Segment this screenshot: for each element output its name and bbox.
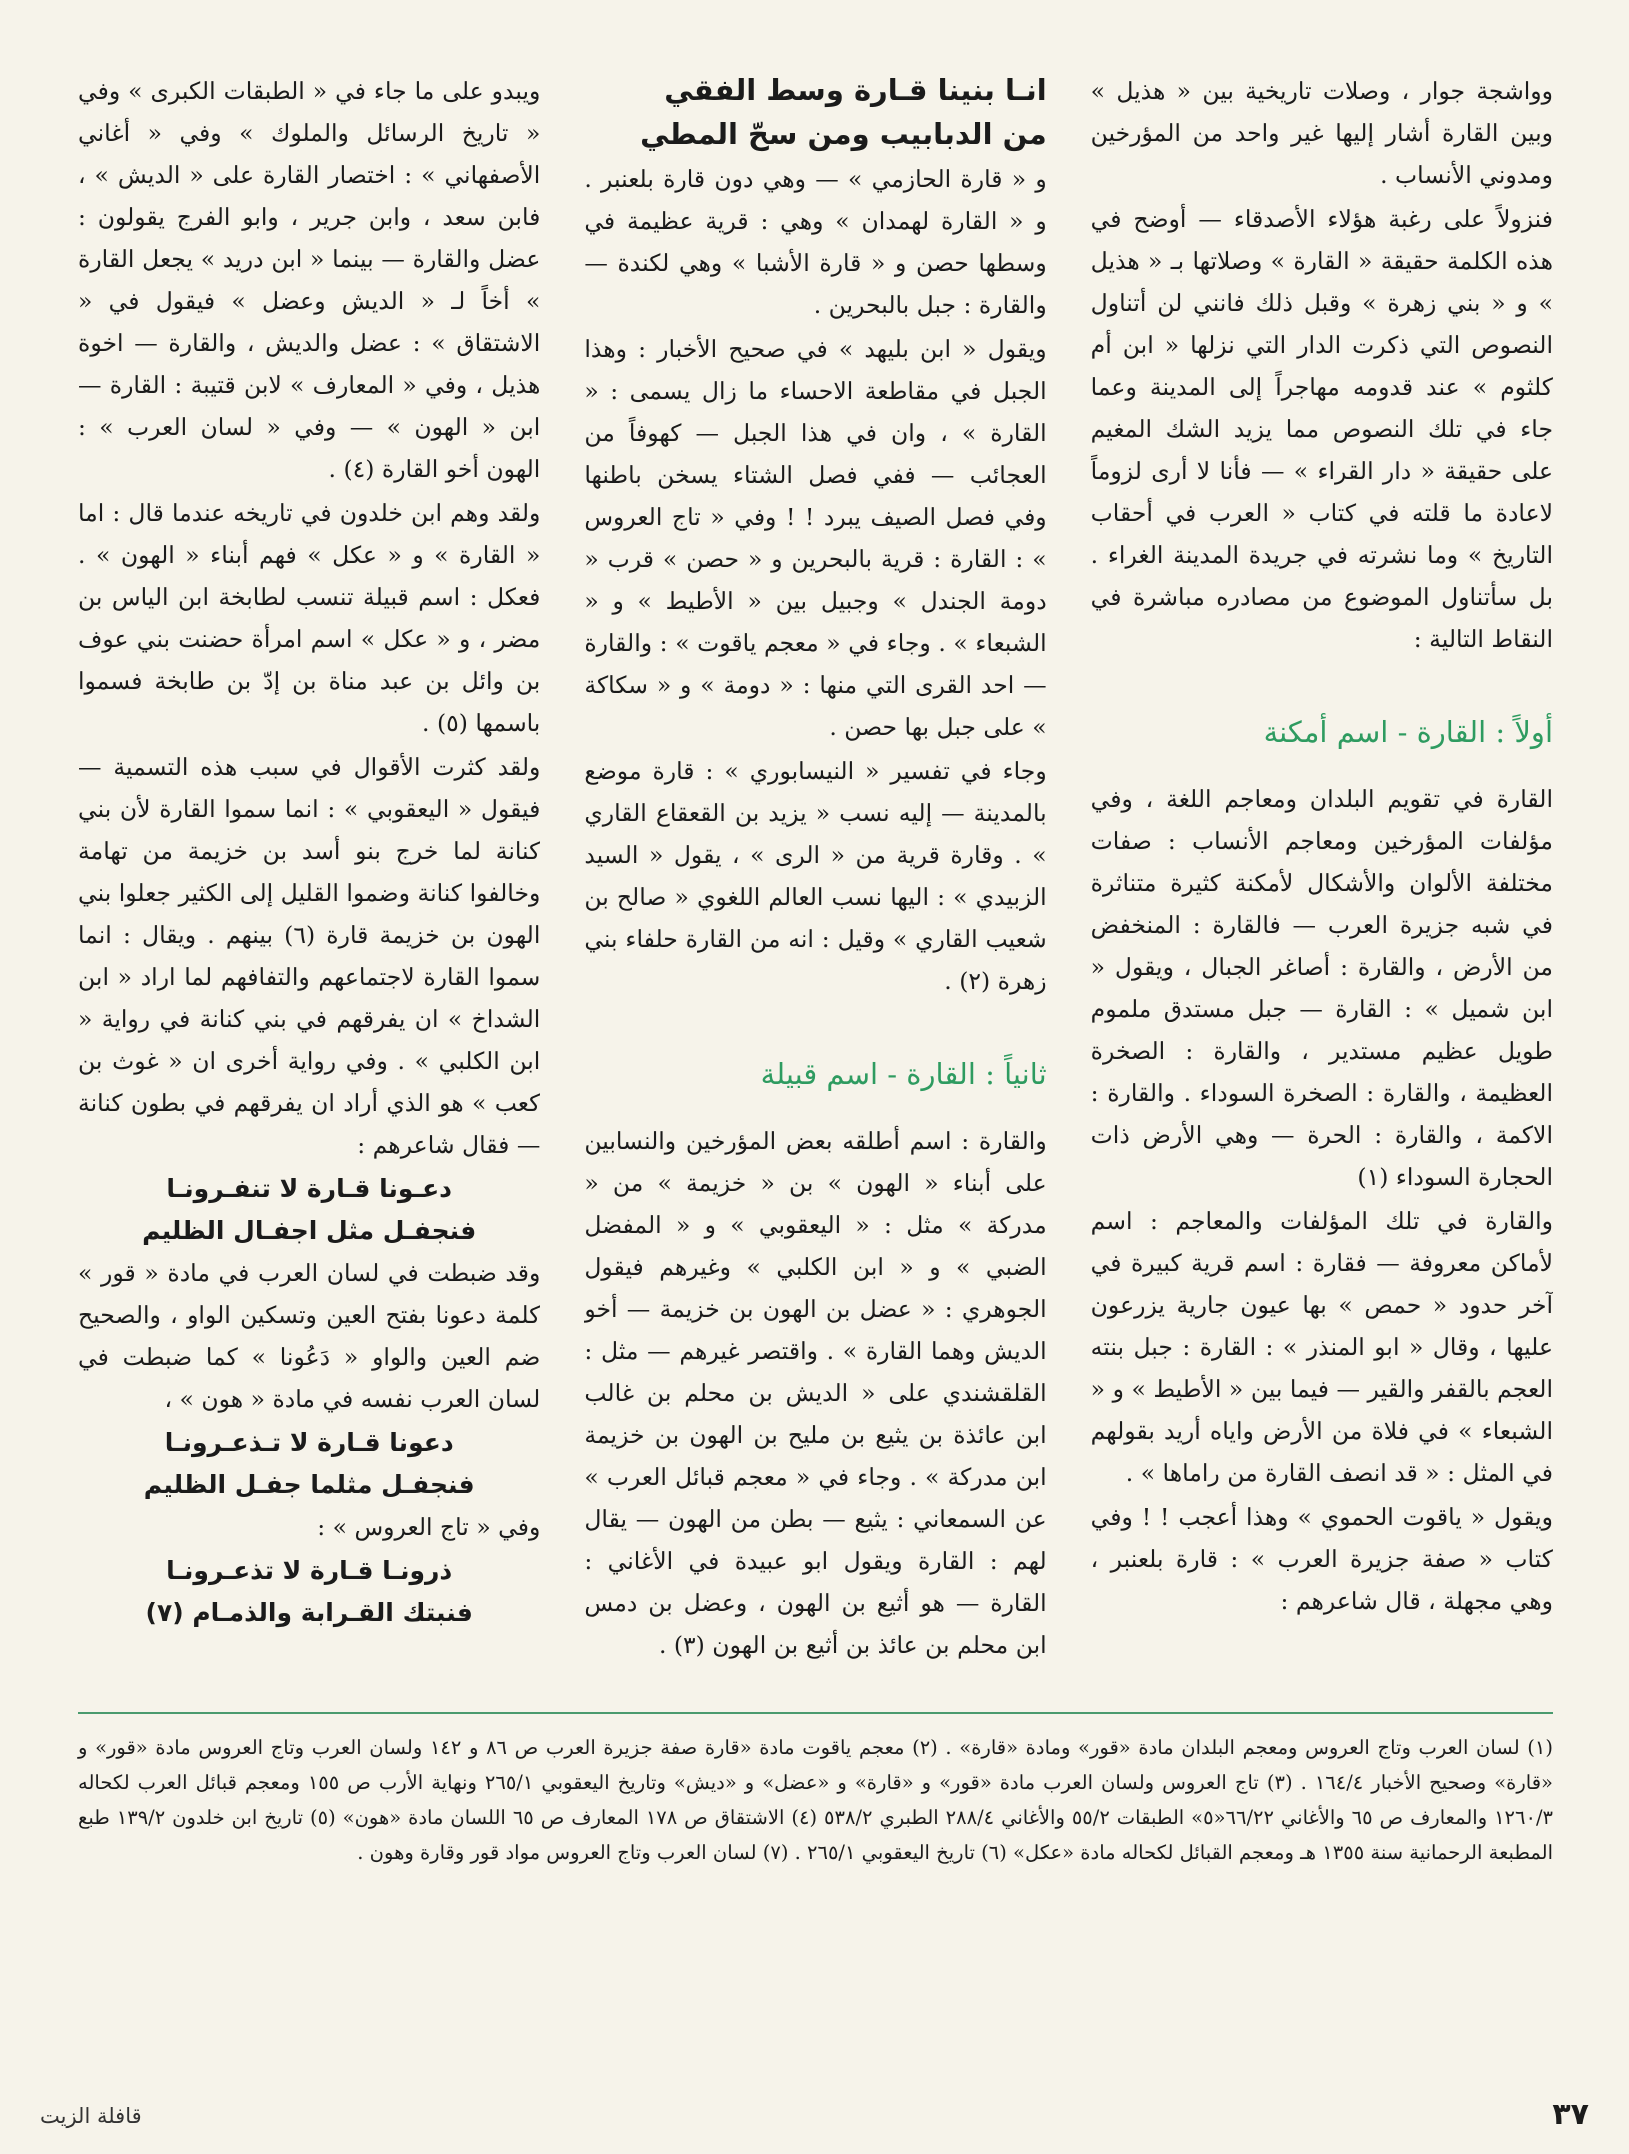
paragraph: وفي « تاج العروس » : [317, 1513, 541, 1541]
verse-line: دعونا قـارة لا تـذعـرونـا [164, 1428, 454, 1457]
paragraph: ويبدو على ما جاء في « الطبقات الكبرى » وفي « تاريخ الرسائل والملوك » وفي « أغاني الأصفهاني » : اختصار القارة على « الديش » ، فابن سعد ، وابن جرير ، وابو الفرج يقولون : عضل والقارة — بينما « ابن دريد » يجعل القارة » أخاً لـ « الديش وعضل » فيقول في « الاشتقاق » : عضل والديش ، والقارة — اخوة هذيل ، وفي « المعارف » لابن قتيبة : القارة — ابن « الهون » — وفي « لسان العرب » : الهون أخو القارة (٤) . [78, 77, 541, 483]
paragraph: وقد ضبطت في لسان العرب في مادة « قور » كلمة دعونا بفتح العين وتسكين الواو ، والصحيح ضم العين والواو « دَعُونا » كما ضبطت في لسان العرب نفسه في مادة « هون » ، [78, 1259, 541, 1413]
verse-line: فنجفـل مثلما جفـل الظليم [143, 1470, 475, 1499]
paragraph: القارة في تقويم البلدان ومعاجم اللغة ، وفي مؤلفات المؤرخين ومعاجم الأنساب : صفات مختلفة الألوان والأشكال لأمكنة كثيرة متناثرة في شبه جزيرة العرب — فالقارة : المنخفض من الأرض ، والقارة : أصاغر الجبال ، ويقول « ابن شميل » : القارة — جبل مستدق ملموم طويل عظيم مستدير ، والقارة : الصخرة العظيمة ، والقارة : الصخرة السوداء . والقارة : الاكمة ، والقارة : الحرة — وهي الأرض ذات الحجارة السوداء (١) [1090, 785, 1553, 1191]
verse-line: ذرونـا قـارة لا تذعـرونـا [166, 1556, 453, 1585]
paragraph: وواشجة جوار ، وصلات تاريخية بين « هذيل » وبين القارة أشار إليها غير واحد من المؤرخين ومدوني الأنساب . [1090, 77, 1553, 189]
paragraph: فنزولاً على رغبة هؤلاء الأصدقاء — أوضح في هذه الكلمة حقيقة « القارة » وصلاتها بـ « هذيل » و « بني زهرة » وقبل ذلك فانني لن أتناول النصوص التي ذكرت الدار التي نزلها « ابن أم كلثوم » عند قدومه مهاجراً إلى المدينة وعما جاء في تلك النصوص مما يزيد الشك المغيم على حقيقة « دار القراء » — فأنا لا أرى لزوماً لاعادة ما قلته في كتاب « العرب في أحقاب التاريخ » وما نشرته في جريدة المدينة الغراء . بل سأتناول الموضوع من مصادره مباشرة في النقاط التالية : [1090, 205, 1553, 653]
verse-line: فنجفـل مثل اجفـال الظليم [142, 1216, 477, 1245]
footnote-text: (١) لسان العرب وتاج العروس ومعجم البلدان مادة «قور» ومادة «قارة» . (٢) معجم ياقوت مادة «قارة صفة جزيرة العرب ص ٨٦ و ١٤٢ ولسان العرب وتاج العروس مادة «قور» و «قارة» وصحيح الأخبار ١٦٤/٤ . (٣) تاج العروس ولسان العرب مادة «قور» و «قارة» و «عضل» و «ديش» وتاريخ اليعقوبي ٢٦٥/١ ونهاية الأرب ص ١٥٥ ومعجم قبائل العرب لكحاله ١٢٦٠/٣ والمعارف ص ٦٥ والأغاني ٦٦/٢٢«٥» الطبقات ٥٥/٢ والأغاني ٢٨٨/٤ الطبري ٥٣٨/٢ (٤) الاشتقاق ص ١٧٨ المعارف ص ٦٥ اللسان مادة «هون» (٥) تاريخ ابن خلدون ١٣٩/٢ طبع المطبعة الرحمانية سنة ١٣٥٥ هـ ومعجم القبائل لكحاله مادة «عكل» (٦) تاريخ اليعقوبي ٢٦٥/١ . (٧) لسان العرب وتاج العروس مواد قور وقارة وهون . [78, 1736, 1554, 1864]
section-title: أولاً : القارة - اسم أمكنة [1263, 715, 1553, 749]
paragraph: والقارة : اسم أطلقه بعض المؤرخين والنسابين على أبناء « الهون » بن « خزيمة » من « مدركة » مثل : « اليعقوبي » و « المفضل الضبي » و « ابن الكلبي » وغيرهم فيقول الجوهري : « عضل بن الهون بن خزيمة — أخو الديش وهما القارة » . واقتصر غيرهم — مثل : القلقشندي على « الديش بن محلم بن غالب ابن عائذة بن يثيع بن مليح بن الهون بن خزيمة ابن مدركة » . وجاء في « معجم قبائل العرب » عن السمعاني : يثيع — بطن من الهون — يقال لهم : القارة ويقول ابو عبيدة في الأغاني : القارة — هو أثيع بن الهون ، وعضل بن دمس ابن محلم بن عائذ بن أثيع بن الهون (٣) . [584, 1127, 1047, 1659]
column-left [78, 70, 540, 1690]
verse-line: دعـونا قـارة لا تنفـرونـا [166, 1174, 452, 1203]
paragraph: ولقد وهم ابن خلدون في تاريخه عندما قال : اما « القارة » و « عكل » فهم أبناء « الهون » . فعكل : اسم قبيلة تنسب لطابخة ابن الياس بن مضر ، و « عكل » اسم امرأة حضنت بني عوف بن وائل بن عبد مناة بن إدّ بن طابخة فسموا باسمها (٥) . [78, 499, 541, 737]
paragraph: ويقول « ابن بليهد » في صحيح الأخبار : وهذا الجبل في مقاطعة الاحساء ما زال يسمى : « القارة » ، وان في هذا الجبل — كهوفاً من العجائب — ففي فصل الشتاء يسخن باطنها وفي فصل الصيف يبرد ! ! وفي « تاج العروس » : القارة : قرية بالبحرين و « حصن » قرب « دومة الجندل » وجبيل بين « الأطيط » و « الشبعاء » . وجاء في « معجم ياقوت » : والقارة — احد القرى التي منها : « دومة » و « سكاكة » على جبل بها حصن . [584, 335, 1047, 741]
article-columns [78, 70, 1553, 1690]
verse-line: فنبتك القـرابة والذمـام (٧) [145, 1598, 473, 1627]
paragraph: و « قارة الحازمي » — وهي دون قارة بلعنبر . و « القارة لهمدان » وهي : قرية عظيمة في وسطها حصن و « قارة الأشبا » وهي لكندة — والقارة : جبل بالبحرين . [584, 165, 1047, 319]
verse-heading: من الدبابيب ومن سحّ المطي [640, 117, 1047, 151]
paragraph: والقارة في تلك المؤلفات والمعاجم : اسم لأماكن معروفة — فقارة : اسم قرية كبيرة في آخر حدود « حمص » بها عيون جارية يزرعون عليها ، وقال « ابو المنذر » : القارة : جبل بنته العجم بالقفر والقير — فيما بين « الأطيط » و « الشبعاء » في فلاة من الأرض واياه أريد بقولهم في المثل : « قد انصف القارة من راماها » . [1090, 1207, 1553, 1487]
verse-heading: انـا بنينا قـارة وسط الفقي [664, 73, 1047, 107]
magazine-name: قافلة الزيت [40, 2104, 142, 2128]
paragraph: ولقد كثرت الأقوال في سبب هذه التسمية — فيقول « اليعقوبي » : انما سموا القارة لأن بني كنانة لما خرج بنو أسد بن خزيمة من تهامة وخالفوا كنانة وضموا القليل إلى الكثير جعلوا بني الهون بن خزيمة قارة (٦) بينهم . ويقال : انما سموا القارة لاجتماعهم والتفافهم لما اراد « ابن الشداخ » ان يفرقهم في بني كنانة في رواية « ابن الكلبي » . وفي رواية أخرى ان « غوث بن كعب » هو الذي أراد ان يفرقهم في بطون كنانة — فقال شاعرهم : [78, 753, 541, 1159]
paragraph: وجاء في تفسير « النيسابوري » : قارة موضع بالمدينة — إليه نسب « يزيد بن القعقاع القاري » . وقارة قرية من « الرى » ، يقول « السيد الزبيدي » : اليها نسب العالم اللغوي « صالح بن شعيب القاري » وقيل : انه من القارة حلفاء بني زهرة (٢) . [584, 757, 1047, 995]
footnotes [78, 1730, 1553, 1870]
section-title: ثانياً : القارة - اسم قبيلة [760, 1057, 1047, 1091]
footnote-divider [78, 1712, 1553, 1714]
column-middle [584, 70, 1046, 1690]
column-right [1091, 70, 1553, 1690]
page-number: ٣٧ [1552, 2097, 1589, 2132]
paragraph: ويقول « ياقوت الحموي » وهذا أعجب ! ! وفي كتاب « صفة جزيرة العرب » : قارة بلعنبر ، وهي مجهلة ، قال شاعرهم : [1090, 1503, 1553, 1615]
